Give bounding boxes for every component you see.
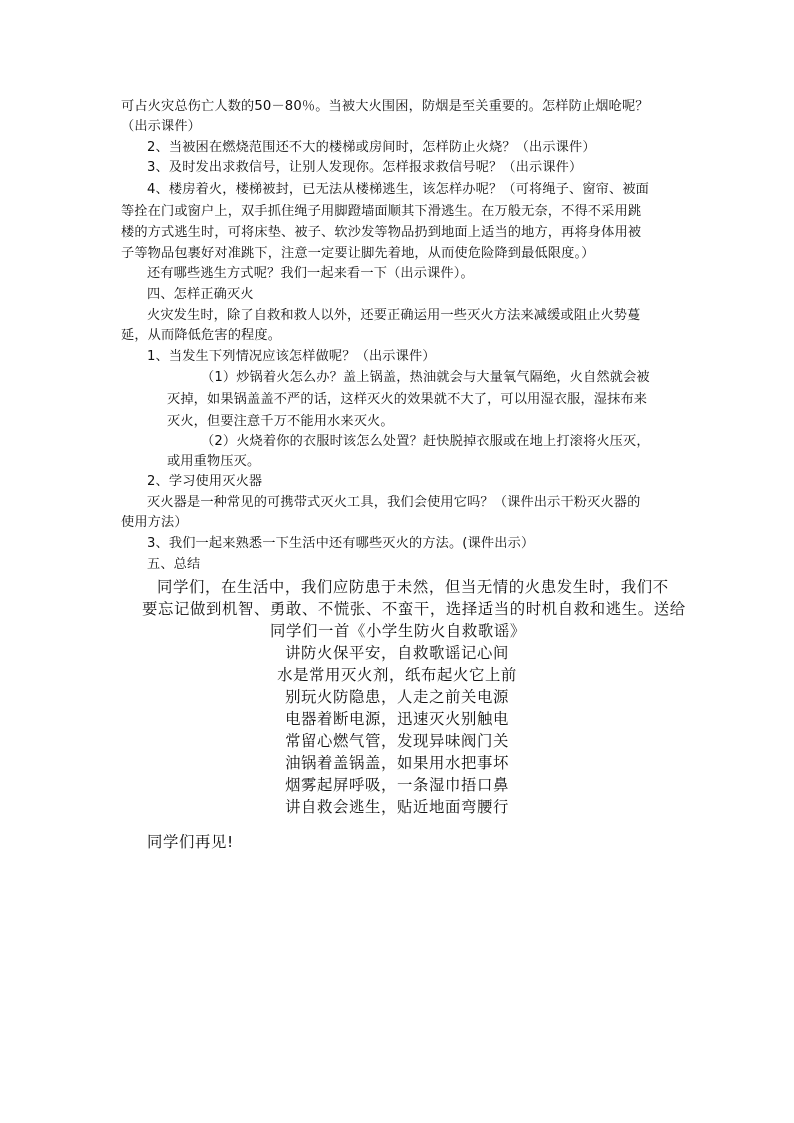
poem-line: 讲防火保平安，自救歌谣记心间	[285, 644, 509, 662]
poem-line: 烟雾起屏呼吸，一条湿巾捂口鼻	[285, 776, 509, 794]
paragraph-line: 延，从而降低危害的程度。	[121, 328, 282, 343]
paragraph-line: 4、楼房着火，楼梯被封，已无法从楼梯逃生，该怎样办呢？（可将绳子、窗帘、被面	[147, 182, 650, 197]
paragraph-line: 使用方法）	[121, 515, 188, 530]
poem-line: 别玩火防隐患，人走之前关电源	[285, 688, 509, 706]
paragraph-line: 灭火，但要注意千万不能用水来灭火。	[167, 414, 394, 429]
paragraph-line: 3、我们一起来熟悉一下生活中还有哪些灭火的方法。(课件出示）	[147, 536, 535, 551]
paragraph-line: （出示课件）	[121, 119, 202, 134]
summary-line: 要忘记做到机智、勇敢、不慌张、不蛮干，选择适当的时机自救和逃生。送给	[142, 600, 686, 618]
closing-line: 同学们再见!	[147, 833, 234, 851]
paragraph-line: 子等物品包裹好对准跳下，注意一定要让脚先着地，从而使危险降到最低限度。）	[121, 246, 595, 261]
paragraph-line: 等拴在门或窗户上，双手抓住绳子用脚蹬墙面顺其下滑逃生。在万般无奈，不得不采用跳	[121, 204, 642, 219]
section-heading: 四、怎样正确灭火	[147, 287, 254, 302]
poem-line: 常留心燃气管，发现异味阀门关	[285, 732, 509, 750]
paragraph-line: 可占火灾总伤亡人数的50－80％。当被大火围困，防烟是至关重要的。怎样防止烟呛呢？	[121, 99, 649, 114]
paragraph-line: 还有哪些逃生方式呢？我们一起来看一下（出示课件）。	[147, 266, 474, 281]
paragraph-line: 3、及时发出求救信号，让别人发现你。怎样报求救信号呢？（出示课件）	[147, 160, 583, 175]
summary-line: 同学们，在生活中，我们应防患于未然，但当无情的火患发生时，我们不	[157, 578, 669, 596]
poem-line: 讲自救会逃生，贴近地面弯腰行	[285, 798, 509, 816]
paragraph-line: （2）火烧着你的衣服时该怎么处置？赶快脱掉衣服或在地上打滚将火压灭，	[201, 434, 650, 449]
poem-line: 油锅着盖锅盖，如果用水把事坏	[285, 754, 509, 772]
paragraph-line: 2、学习使用灭火器	[147, 474, 263, 489]
section-heading: 五、总结	[147, 557, 201, 572]
paragraph-line: 楼的方式逃生时，可将床垫、被子、软沙发等物品扔到地面上适当的地方，再将身体用被	[121, 225, 642, 240]
paragraph-line: （1）炒锅着火怎么办？盖上锅盖，热油就会与大量氧气隔绝，火自然就会被	[201, 370, 650, 385]
paragraph-line: 2、当被困在燃烧范围还不大的楼梯或房间时，怎样防止火烧？（出示课件）	[147, 140, 596, 155]
paragraph-line: 1、当发生下列情况应该怎样做呢？（出示课件）	[147, 349, 436, 364]
paragraph-line: 灭掉，如果锅盖盖不严的话，这样灭火的效果就不大了，可以用湿衣服，湿抹布来	[167, 392, 648, 407]
poem-line: 水是常用灭火剂，纸布起火它上前	[277, 666, 517, 684]
paragraph-line: 火灾发生时，除了自救和救人以外，还要正确运用一些灭火方法来减缓或阻止火势蔓	[147, 308, 641, 323]
paragraph-line: 灭火器是一种常见的可携带式灭火工具，我们会使用它吗？（课件出示干粉灭火器的	[147, 495, 641, 510]
paragraph-line: 或用重物压灭。	[167, 454, 261, 469]
poem-line: 电器着断电源，迅速灭火别触电	[285, 710, 509, 728]
poem-title: 同学们一首《小学生防火自救歌谣》	[270, 622, 526, 640]
